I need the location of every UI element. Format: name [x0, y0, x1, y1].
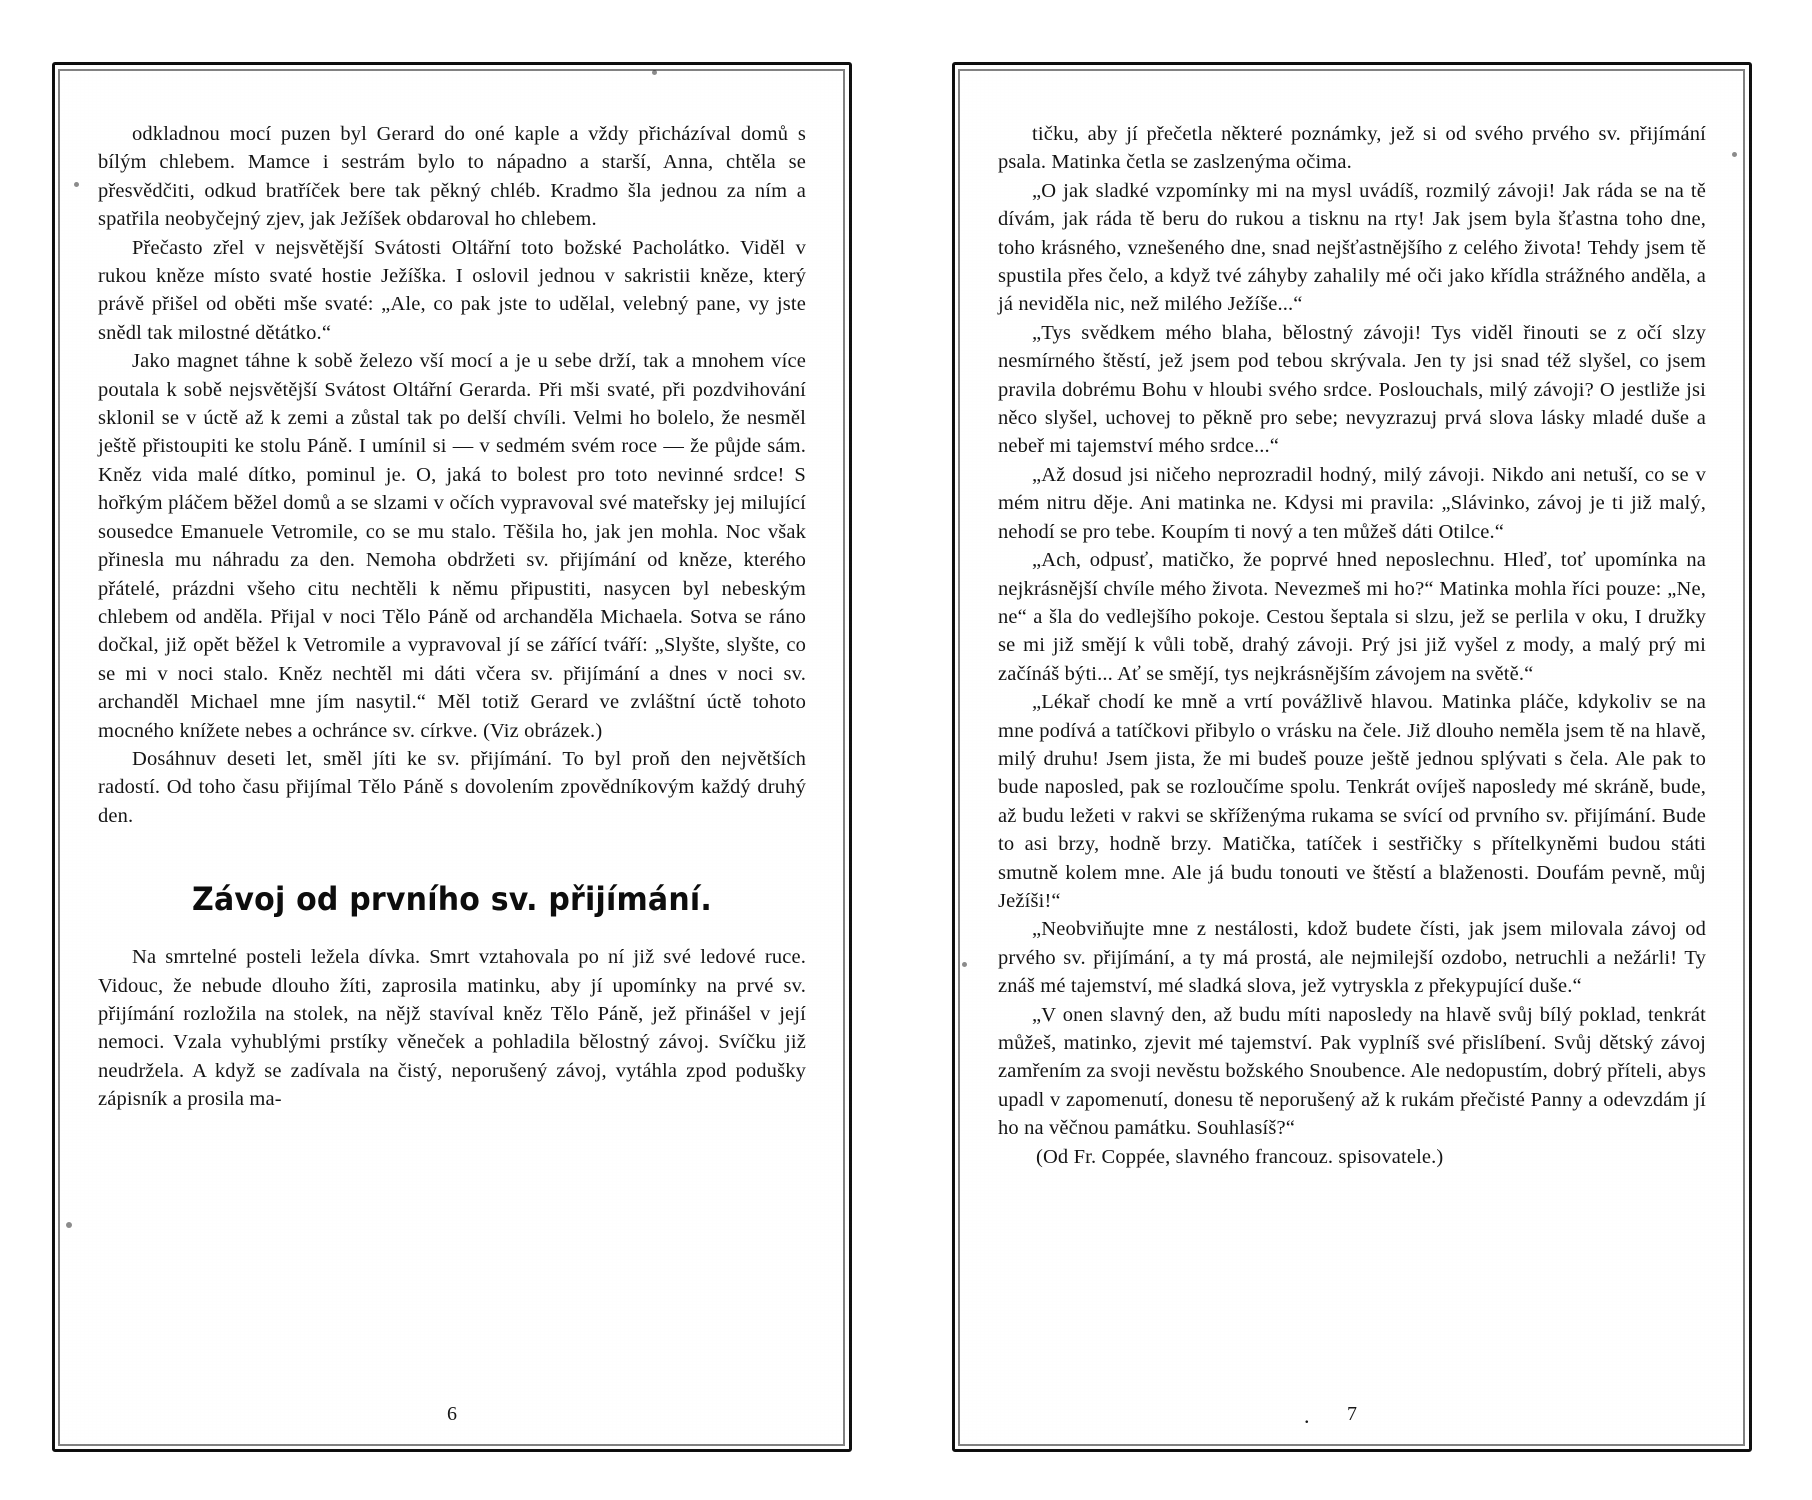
paragraph: „Tys svědkem mého blaha, bělostný závoji! Tys viděl řinouti se z očí slzy nesmírného štěstí, jež jsem pod tebou skrývala. Jen ty jsi snad též slyšel, co jsem pravila dobrému Bohu v hloubi svého srdce. Poslouchals, milý závoji? O jestliže jsi něco slyšel, uchovej to pěkně pro sebe; nevyzrazuj prvá slova lásky mladé duše a nebeř mi tajemství mého srdce...“ — [998, 321, 1706, 458]
attribution: (Od Fr. Coppée, slavného francouz. spisovatele.) — [1036, 1145, 1444, 1168]
paragraph: „Ach, odpusť, matičko, že poprvé hned neposlechnu. Hleď, toť upomínka na nejkrásnější chvíle mého života. Nevezmeš mi ho?“ Matinka mohla říci pouze: „Ne, ne“ a šla do vedlejšího pokoje. Cestou šeptala si slzu, jež se perlila v oku, I družky se mi již smějí k vůli tobě, drahý závoji. Prý jsi již vyšel z mody, a malý prý mi začínáš býti... Ať se smějí, tys nejkrásnějším závojem na světě.“ — [998, 549, 1706, 685]
paragraph: „Až dosud jsi ničeho neprozradil hodný, milý závoji. Nikdo ani netuší, co se v mém nitru děje. Ani matinka ne. Kdysi mi pravila: „Slávinko, závoj je ti již malý, nehodí se pro tebe. Koupím ti nový a ten můžeš dáti Otilce.“ — [998, 463, 1706, 543]
paragraph: „Neobviňujte mne z nestálosti, kdož budete čísti, jak jsem milovala závoj od prvého sv. přijímání, a ty má prostá, ale nejmilejší ozdobo, netruchli a nežárli! Ty znáš mé tajemství, mé sladká slova, jež vytryskla z překypující duše.“ — [998, 918, 1706, 998]
scan-speckle — [66, 1222, 72, 1228]
section-heading: Závoj od prvního sv. přijímání. — [192, 880, 712, 919]
scan-speckle — [652, 70, 657, 75]
scan-speckle — [962, 962, 967, 967]
paragraph: Na smrtelné posteli ležela dívka. Smrt vztahovala po ní již své ledové ruce. Vidouc, že nebude dlouho žíti, zaprosila matinku, aby jí upomínky na prvé sv. přijímání rozložila na stolek, na nějž stavíval kněz Tělo Páně, jež přinášel v její nemoci. Vzala vyhublými prstíky věneček a pohladila bělostný závoj. Svíčku již neudržela. A když se zadívala na čistý, neporušený závoj, vytáhla zpod podušky zápisník a prosila ma- — [98, 946, 806, 1111]
text-column-right — [998, 120, 1706, 1380]
page-number-value: 7 — [1347, 1403, 1357, 1425]
text-column-left — [98, 120, 806, 1380]
page-number-dot: . — [1304, 1403, 1310, 1428]
paragraph: Dosáhnuv deseti let, směl jíti ke sv. přijímání. To byl proň den největších radostí. Od toho času přijímal Tělo Páně s dovolením zpovědníkovým každý druhý den. — [98, 747, 806, 827]
page-number-left: 6 — [447, 1403, 457, 1425]
paragraph: Jako magnet táhne k sobě železo vší mocí a je u sebe drží, tak a mnohem více poutala k sobě nejsvětější Svátost Oltářní Gerarda. Při mši svaté, při pozdvihování sklonil se v úctě až k zemi a zůstal tak po delší chvíli. Velmi ho bolelo, že nesměl ještě přistoupiti ke stolu Páně. I umínil si — v sedmém svém roce — že půjde sám. Kněz vida malé dítko, pominul je. O, jaká to bolest pro toto nevinné srdce! S hořkým pláčem běžel domů a se slzami v očích vypravoval své mateřsky jej milující sousedce Emanuele Vetromile, co se mu stalo. Těšila ho, jak jen mohla. Noc však přinesla mu náhradu za den. Nemoha obdržeti sv. přijímání od kněze, kterého přátelé, prázdni všeho citu nechtěli k němu připustiti, nasycen byl nebeským chlebem od anděla. Přijal v noci Tělo Páně od archanděla Michaela. Sotva se ráno dočkal, již opět běžel k Vetromile a vypravoval jí se zářící tváří: „Slyšte, slyšte, co se mi v noci stalo. Kněz nechtěl mi dáti včera sv. přijímání a dnes v noci sv. archanděl Michael mne jím nasytil.“ Měl totiž Gerard ve zvláštní úctě tohoto mocného knížete nebes a ochránce sv. církve. (Viz obrázek.) — [98, 350, 806, 742]
paragraph: „V onen slavný den, až budu míti naposledy na hlavě svůj bílý poklad, tenkrát můžeš, matinko, zjevit mé tajemství. Pak vyplníš své přislíbení. Svůj dětský závoj zamřením za svoji nevěstu božského Snoubence. Ale nedopustím, dobrý příteli, abys upadl v zapomenutí, donesu tě neporušený až k rukám přečisté Panny a odevzdám jí ho na věčnou památku. Souhlasíš?“ — [998, 1003, 1706, 1140]
page-right — [952, 62, 1752, 1452]
scan-speckle — [1732, 152, 1737, 157]
page-number-right — [952, 1403, 1752, 1426]
scan-speckle — [74, 182, 79, 187]
paragraph: odkladnou mocí puzen byl Gerard do oné kaple a vždy přicházíval domů s bílým chlebem. Mamce i sestrám bylo to nápadno a starší, Anna, chtěla se přesvědčiti, odkud bratříček bere tak pěkný chléb. Kradmo šla jednou za ním a spatřila neobyčejný zjev, jak Ježíšek obdaroval ho chlebem. — [98, 123, 806, 231]
page-left — [52, 62, 852, 1452]
paragraph: „Lékař chodí ke mně a vrtí povážlivě hlavou. Matinka pláče, kdykoliv se na mne podívá a tatíčkovi přibylo o vrásku na čele. Již dlouho neměla jsem tě na hlavě, milý druhu! Jsem jista, že mi budeš pouze ještě jednou splývati s čela. Ale pak to bude naposled, pak se rozloučíme spolu. Tenkrát ovíješ naposledy mé skráně, bude, až budu ležeti v rakvi se skříženýma rukama se svící od prvního sv. přijímání. Bude to asi brzy, hodně brzy. Matička, tatíček i sestřičky s přítelkyněmi budou státi smutně kolem mne. Ale já budu tonouti ve štěstí a blaženosti. Doufám pevně, můj Ježíši!“ — [998, 691, 1706, 912]
paragraph: „O jak sladké vzpomínky mi na mysl uvádíš, rozmilý závoji! Jak ráda se na tě dívám, jak ráda tě beru do rukou a tisknu na rty! Jak jsem byla šťastna toho dne, toho krásného, vznešeného dne, snad nejšťastnějšího z celého života! Tehdy jsem tě spustila přes čelo, a když tvé záhyby zahalily mé oči jako křídla strážného anděla, a já neviděla nic, než milého Ježíše...“ — [998, 179, 1706, 316]
paragraph: tičku, aby jí přečetla některé poznámky, jež si od svého prvého sv. přijímání psala. Matinka četla se zaslzenýma očima. — [998, 123, 1706, 174]
paragraph: Přečasto zřel v nejsvětější Svátosti Oltářní toto božské Pacholátko. Viděl v rukou kněze místo svaté hostie Ježíška. I oslovil jednou v sakristii kněze, který právě přišel od oběti mše svaté: „Ale, co pak jste to udělal, velebný pane, vy jste snědl tak milostné dětátko.“ — [98, 236, 806, 344]
